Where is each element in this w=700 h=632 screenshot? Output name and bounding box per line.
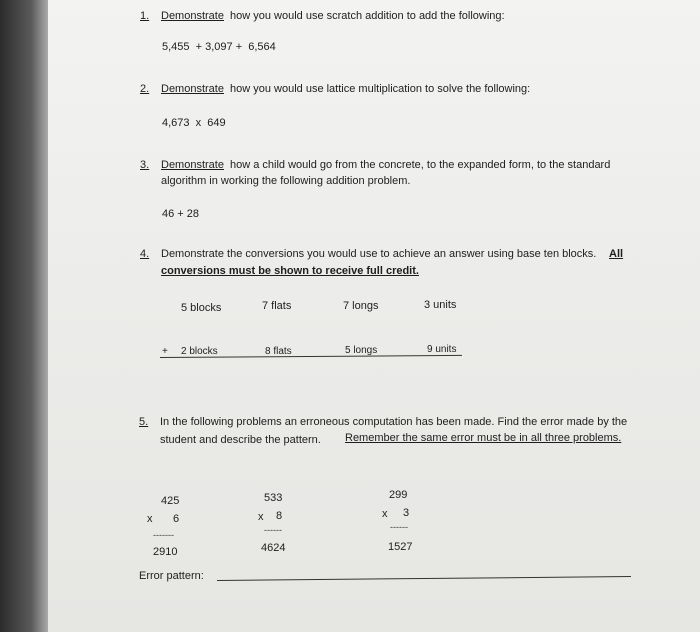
q4-row1-blocks: 5 blocks (181, 302, 222, 314)
q3-verb: Demonstrate (161, 159, 224, 171)
q4-row2-longs: 5 longs (345, 345, 378, 356)
page-edge-shadow (0, 0, 52, 632)
problem-b-top: 533 (264, 492, 283, 504)
q5-text: In the following problems an erroneous computation has been made. Find the error made by the (160, 416, 628, 428)
problem-a-top: 425 (161, 495, 180, 507)
problem-c-rule: ------ (390, 522, 408, 532)
q1-text: how you would use scratch addition to add the following: (230, 10, 505, 22)
q4-row1-longs: 7 longs (343, 300, 379, 312)
q4-bold-all: All (609, 248, 624, 260)
problem-b-rule: ------ (264, 525, 282, 535)
q4-row1-units: 3 units (424, 299, 457, 311)
problem-a-bottom: 6 (173, 513, 180, 525)
problem-c-answer: 1527 (388, 541, 413, 553)
q1-verb: Demonstrate (161, 10, 224, 22)
problem-c-bottom: 3 (403, 507, 410, 519)
problem-b-operator: x (258, 511, 264, 523)
q2-problem: 4,673 x 649 (162, 117, 226, 129)
q4-row2-flats: 8 flats (265, 346, 292, 357)
problem-a-rule: ------- (153, 530, 174, 540)
problem-c-top: 299 (389, 489, 408, 501)
q4-text: Demonstrate the conversions you would use to achieve an answer using base ten blocks. (161, 248, 597, 260)
problem-b-bottom: 8 (276, 510, 283, 522)
q4-number: 4. (140, 248, 150, 260)
q3-problem: 46 + 28 (162, 208, 200, 220)
problem-b-answer: 4624 (261, 542, 286, 554)
q5-remember-note: Remember the same error must be in all three problems. (345, 432, 622, 444)
q3-text-line2: algorithm in working the following addition problem. (161, 175, 411, 187)
problem-c-operator: x (382, 508, 388, 520)
problem-a-operator: x (147, 513, 153, 525)
q5-text-line2: student and describe the pattern. (160, 434, 321, 446)
q1-problem: 5,455 + 3,097 + 6,564 (162, 41, 276, 53)
q3-text: how a child would go from the concrete, to the expanded form, to the standard (230, 159, 611, 171)
q4-row2-units: 9 units (427, 344, 457, 355)
problem-a-answer: 2910 (153, 546, 178, 558)
q2-text: how you would use lattice multiplication to solve the following: (230, 83, 531, 95)
q5-number: 5. (139, 416, 149, 428)
q4-plus-sign: + (162, 346, 168, 357)
q2-number: 2. (140, 83, 150, 95)
q1-number: 1. (140, 10, 150, 22)
q4-bold-conversions: conversions must be shown to receive full credit. (161, 265, 419, 277)
q3-number: 3. (140, 159, 150, 171)
error-pattern-label: Error pattern: (139, 570, 204, 582)
q4-row1-flats: 7 flats (262, 300, 292, 312)
q2-verb: Demonstrate (161, 83, 224, 95)
q4-row2-blocks: 2 blocks (181, 346, 218, 357)
